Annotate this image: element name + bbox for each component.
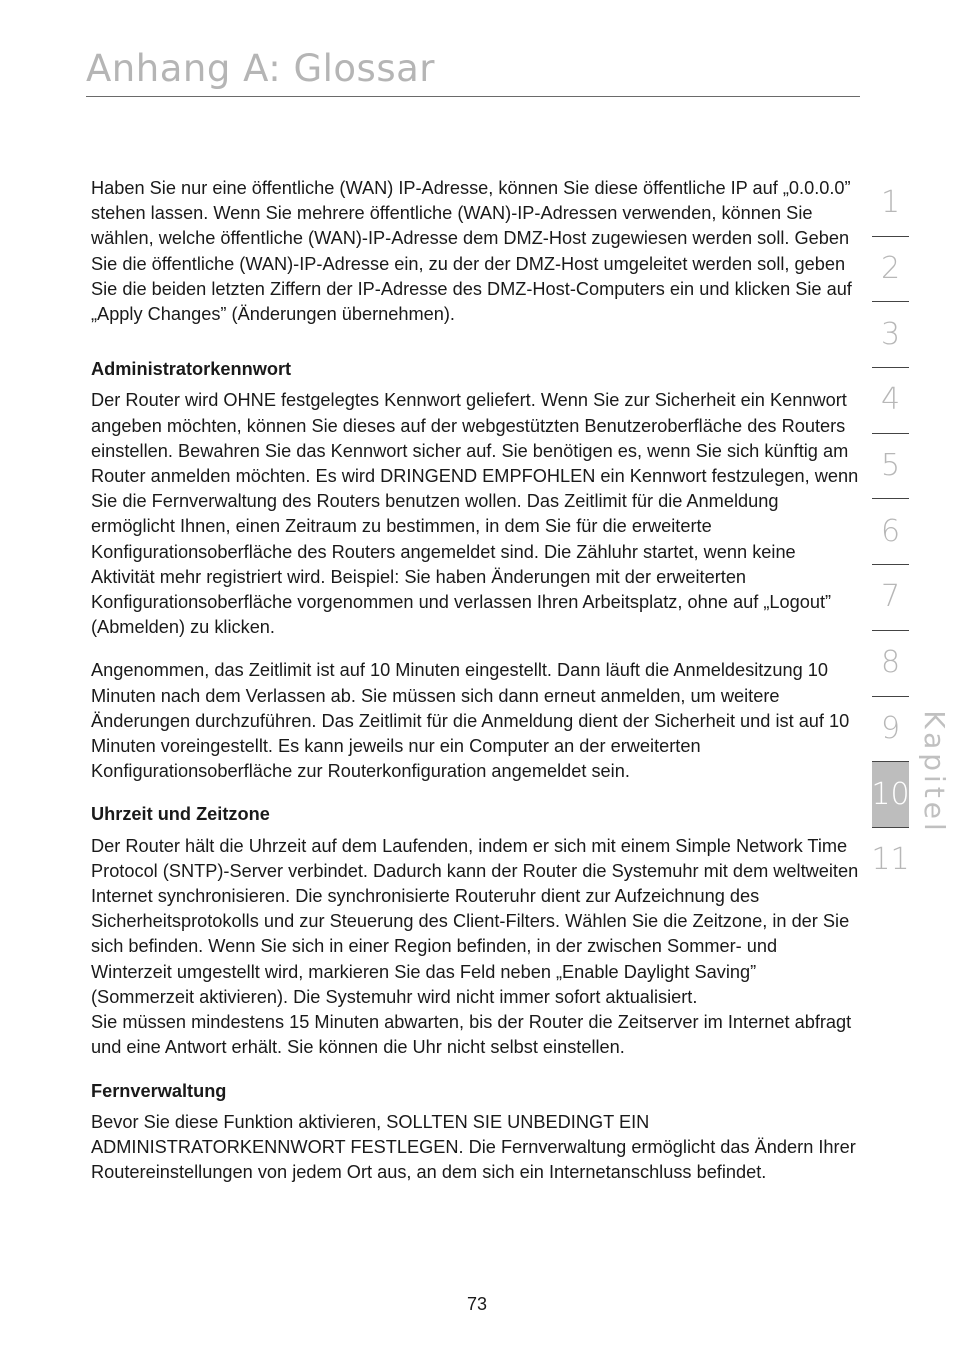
heading-administratorkennwort: Administratorkennwort: [91, 359, 292, 380]
chapter-tab-10-active[interactable]: 10: [872, 761, 909, 827]
chapter-tab-7[interactable]: 7: [872, 564, 909, 630]
time-paragraph-1: Der Router hält die Uhrzeit auf dem Laufenden, indem er sich mit einem Simple Network Time Protocol (SNTP)-Server verbindet. Dadurch kann der Router die Systemuhr mit dem weltweiten Internet synchronisieren. Die synchronisierte Routeruhr dient zur Aufzeichnung des Sicherheitsprotokolls und zur Steuerung des Client-Filters. Wählen Sie die Zeitzone, in der Sie sich befinden. Wenn Sie sich in einer Region befinden, in der zwischen Sommer- und Winterzeit umgestellt wird, markieren Sie das Feld neben „Enable Daylight Saving” (Sommerzeit aktivieren). Die Systemuhr wird nicht immer sofort aktualisiert.: [91, 835, 859, 1007]
chapter-tab-6[interactable]: 6: [872, 498, 909, 564]
chapter-tab-9[interactable]: 9: [872, 696, 909, 762]
time-paragraph-2: Sie müssen mindestens 15 Minuten abwarten, bis der Router die Zeitserver im Internet abfragt und eine Antwort erhält. Sie können die Uhr nicht selbst einstellen.: [91, 1012, 852, 1058]
intro-paragraph: Haben Sie nur eine öffentliche (WAN) IP-Adresse, können Sie diese öffentliche IP auf „0.0.0.0” stehen lassen. Wenn Sie mehrere öffentliche (WAN)-IP-Adressen verwenden, können Sie wählen, welche öffentliche (WAN)-IP-Adresse dem DMZ-Host zugewiesen werden soll. Geben Sie die öffentliche (WAN)-IP-Adresse ein, zu der der DMZ-Host umgeleitet werden soll, geben Sie die beiden letzten Ziffern der IP-Adresse des DMZ-Host-Computers ein und klicken Sie auf „Apply Changes” (Änderungen übernehmen).: [91, 178, 852, 325]
admin-paragraph-1: Der Router wird OHNE festgelegtes Kennwort geliefert. Wenn Sie zur Sicherheit ein Kennwort angeben möchten, können Sie dieses auf der webgestützten Benutzeroberfläche des Routers einstellen. Bewahren Sie das Kennwort sicher auf. Sie benötigen es, wenn Sie sich künftig am Router anmelden möchten. Es wird DRINGEND EMPFOHLEN ein Kennwort festzulegen, wenn Sie die Fernverwaltung des Routers benutzen wollen. Das Zeitlimit für die Anmeldung ermöglicht Ihnen, einen Zeitraum zu bestimmen, in dem Sie für die erweiterte Konfigurationsoberfläche des Routers angemeldet sind. Die Zähluhr startet, wenn keine Aktivität mehr registriert wird. Beispiel: Sie haben Änderungen mit der erweiterten Konfigurationsoberfläche vorgenommen und verlassen Ihren Arbeitsplatz, ohne auf „Logout” (Abmelden) zu klicken.: [91, 390, 859, 638]
heading-uhrzeit: Uhrzeit und Zeitzone: [91, 804, 270, 825]
page-title: Anhang A: Glossar: [86, 47, 435, 90]
chapter-tab-8[interactable]: 8: [872, 630, 909, 696]
page-number: 73: [466, 1294, 488, 1314]
chapter-label-text: Kapitel: [917, 709, 951, 835]
main-content: [91, 176, 863, 1185]
chapter-tab-3[interactable]: 3: [872, 301, 909, 367]
chapter-tab-1[interactable]: 1: [880, 185, 901, 221]
admin-paragraph-2: Angenommen, das Zeitlimit ist auf 10 Minuten eingestellt. Dann läuft die Anmeldesitzung 10 Minuten nach dem Verlassen ab. Sie müssen sich dann erneut anmelden, um weitere Änderungen durchzuführen. Das Zeitlimit für die Anmeldung dient der Sicherheit und ist auf 10 Minuten voreingestellt. Es kann jeweils nur ein Computer an der erweiterten Konfigurationsoberfläche zur Routerkonfiguration angemeldet sein.: [91, 660, 850, 782]
chapter-tab-2[interactable]: 2: [872, 236, 909, 302]
chapter-tab-5[interactable]: 5: [872, 433, 909, 499]
header-divider: [86, 96, 860, 97]
chapter-tab-4[interactable]: 4: [872, 367, 909, 433]
heading-fernverwaltung: Fernverwaltung: [91, 1080, 227, 1101]
chapter-tab-11[interactable]: 11: [872, 827, 909, 893]
remote-paragraph-1: Bevor Sie diese Funktion aktivieren, SOLLTEN SIE UNBEDINGT EIN ADMINISTRATORKENNWORT FESTLEGEN. Die Fernverwaltung ermöglicht das Ändern Ihrer Routereinstellungen von jedem Ort aus, an dem sich ein Internetanschluss befindet.: [91, 1111, 856, 1183]
chapter-nav: [872, 170, 909, 893]
chapter-label: [912, 709, 954, 835]
